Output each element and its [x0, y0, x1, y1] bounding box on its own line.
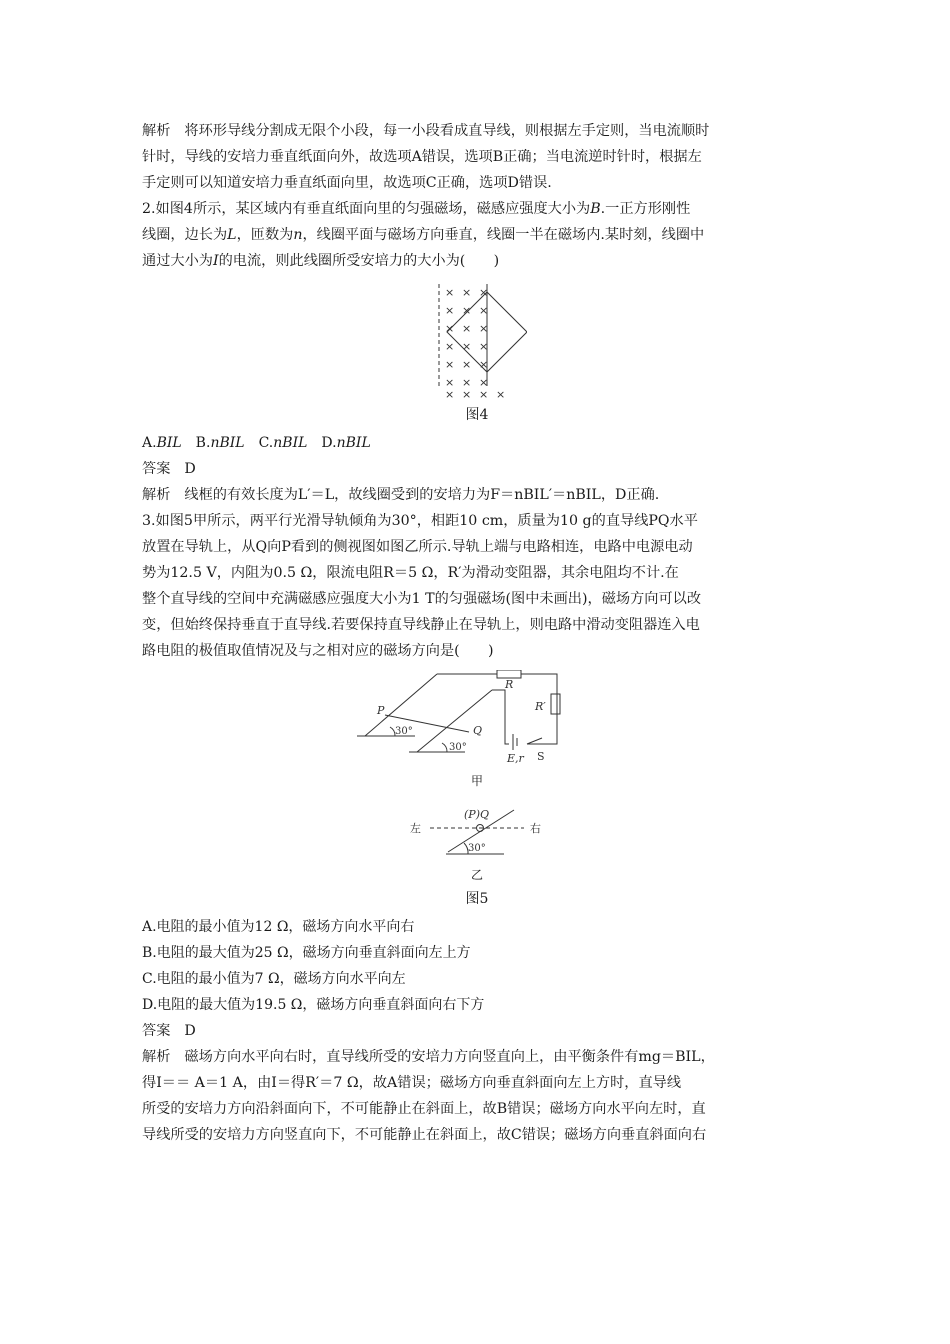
wire [492, 690, 509, 744]
field-cross-mark: × [462, 376, 472, 389]
analysis-text-line: 针时，导线的安培力垂直纸面向外，故选项A错误，选项B正确；当电流逆时针时，根据左 [142, 149, 702, 165]
answer-label: 答案 [142, 1023, 171, 1039]
document-page [142, 118, 812, 1148]
figure-5a-circuit-diagram [357, 670, 597, 766]
question-text: 整个直导线的空间中充满磁感应强度大小为1 T的匀强磁场(图中未画出)，磁场方向可以改 [142, 591, 702, 607]
question-text: 的电流，则此线圈所受安培力的大小为( ) [218, 253, 500, 269]
question-symbol: I [212, 253, 219, 269]
question-symbol: B [590, 201, 601, 217]
field-cross-mark: × [462, 286, 472, 299]
question-3-stem [142, 508, 812, 664]
field-cross-mark: × [462, 322, 472, 335]
question-text: 通过大小为 [142, 253, 213, 269]
question-2-stem [142, 196, 812, 274]
analysis-text-line: 手定则可以知道安培力垂直纸面向里，故选项C正确，选项D错误. [142, 175, 552, 191]
switch-s [527, 738, 542, 744]
rheostat-r-prime [551, 694, 560, 714]
answer-value: D [184, 461, 196, 477]
field-cross-mark: × [479, 376, 489, 389]
question-2-options: A.BIL B.nBIL C.nBIL D.nBIL [142, 435, 371, 451]
analysis-text-line: 磁场方向水平向右时，直导线所受的安培力方向竖直向上，由平衡条件有mg＝BIL， [184, 1049, 715, 1065]
field-cross-mark: × [496, 388, 506, 401]
question-text: ，匝数为 [236, 227, 294, 243]
field-cross-mark: × [445, 358, 455, 371]
analysis-label: 解析 [142, 123, 171, 139]
figure-5b-side-view [402, 802, 552, 862]
question-text: 放置在导轨上，从Q向P看到的侧视图如图乙所示.导轨上端与电路相连，电路中电源电动 [142, 539, 693, 555]
field-cross-mark: × [445, 304, 455, 317]
field-cross-mark: × [479, 388, 489, 401]
field-cross-mark: × [479, 304, 489, 317]
question-text: ，线圈平面与磁场方向垂直，线圈一半在磁场内.某时刻，线圈中 [302, 227, 705, 243]
figure-5b-caption: 乙 [470, 868, 483, 882]
label-r-prime: R′ [535, 700, 546, 713]
question-2-analysis [142, 482, 812, 508]
question-text: 势为12.5 V，内阻为0.5 Ω，限流电阻R＝5 Ω，R′为滑动变阻器，其余电阻均不计.在 [142, 565, 679, 581]
label-r: R [505, 678, 514, 691]
angle-label: 30° [395, 726, 413, 737]
label-p: P [377, 704, 385, 717]
option-d: D.电阻的最大值为19.5 Ω，磁场方向垂直斜面向右下方 [142, 997, 485, 1013]
angle-arc [442, 743, 447, 752]
question-text: 2.如图4所示，某区域内有垂直纸面向里的匀强磁场，磁感应强度大小为 [142, 201, 591, 217]
field-cross-mark: × [445, 286, 455, 299]
field-cross-mark: × [445, 340, 455, 353]
label-pq: (P)Q [464, 808, 490, 821]
option-b: B.电阻的最大值为25 Ω，磁场方向垂直斜面向左上方 [142, 945, 471, 961]
analysis-text-line: 导线所受的安培力方向竖直向下，不可能静止在斜面上，故C错误；磁场方向垂直斜面向右 [142, 1127, 707, 1143]
question-3-analysis [142, 1044, 812, 1148]
question-3-options [142, 914, 812, 1018]
question-text: 路电阻的极值取值情况及与之相对应的磁场方向是( ) [142, 643, 494, 659]
label-e-r: E,r [507, 752, 524, 765]
option-c: C.电阻的最小值为7 Ω，磁场方向水平向左 [142, 971, 406, 987]
field-cross-mark: × [445, 322, 455, 335]
label-left: 左 [410, 822, 421, 835]
analysis-text: 线框的有效长度为L′＝L，故线圈受到的安培力为F＝nBIL′＝nBIL，D正确. [184, 487, 660, 503]
question-symbol: L [227, 227, 237, 243]
angle-label: 30° [468, 843, 486, 854]
label-q: Q [473, 724, 483, 737]
question-text: 3.如图5甲所示，两平行光滑导轨倾角为30°，相距10 cm，质量为10 g的直导线PQ水平 [142, 513, 698, 529]
label-right: 右 [530, 822, 541, 835]
field-cross-mark: × [479, 358, 489, 371]
field-cross-mark: × [462, 358, 472, 371]
figure-5-caption: 图5 [465, 891, 489, 907]
angle-label: 30° [449, 742, 467, 753]
answer-label: 答案 [142, 461, 171, 477]
field-cross-mark: × [479, 286, 489, 299]
answer-value: D [184, 1023, 196, 1039]
analysis-text-line: 将环形导线分割成无限个小段，每一小段看成直导线，则根据左手定则，当电流顺时 [184, 123, 710, 139]
label-s: S [537, 750, 545, 763]
field-cross-mark: × [479, 340, 489, 353]
figure-4-magnetic-field-diagram [427, 282, 527, 402]
analysis-label: 解析 [142, 1049, 171, 1065]
question-3-answer [142, 1018, 812, 1044]
question-text: 变，但始终保持垂直于直导线.若要保持直导线静止在导轨上，则电路中滑动变阻器连入电 [142, 617, 700, 633]
question-text: .一正方形刚性 [600, 201, 691, 217]
analysis-label: 解析 [142, 487, 171, 503]
option-a: A.电阻的最小值为12 Ω，磁场方向水平向右 [142, 919, 415, 935]
question-2-answer [142, 456, 812, 482]
field-cross-mark: × [462, 304, 472, 317]
field-cross-mark: × [445, 376, 455, 389]
field-cross-mark: × [462, 340, 472, 353]
analysis-text-line: 得I＝＝ A＝1 A，由I＝得R′＝7 Ω，故A错误；磁场方向垂直斜面向左上方时，直导线 [142, 1075, 682, 1091]
figure-4-caption: 图4 [465, 407, 489, 423]
question-text: 线圈，边长为 [142, 227, 228, 243]
analysis-text-line: 所受的安培力方向沿斜面向下，不可能静止在斜面上，故B错误；磁场方向水平向左时，直 [142, 1101, 706, 1117]
resistor-r [497, 670, 521, 678]
figure-5a-caption: 甲 [470, 774, 483, 788]
field-cross-mark: × [479, 322, 489, 335]
question-symbol: n [293, 227, 303, 243]
analysis-paragraph [142, 118, 812, 196]
field-cross-mark: × [445, 388, 455, 401]
field-cross-mark: × [462, 388, 472, 401]
